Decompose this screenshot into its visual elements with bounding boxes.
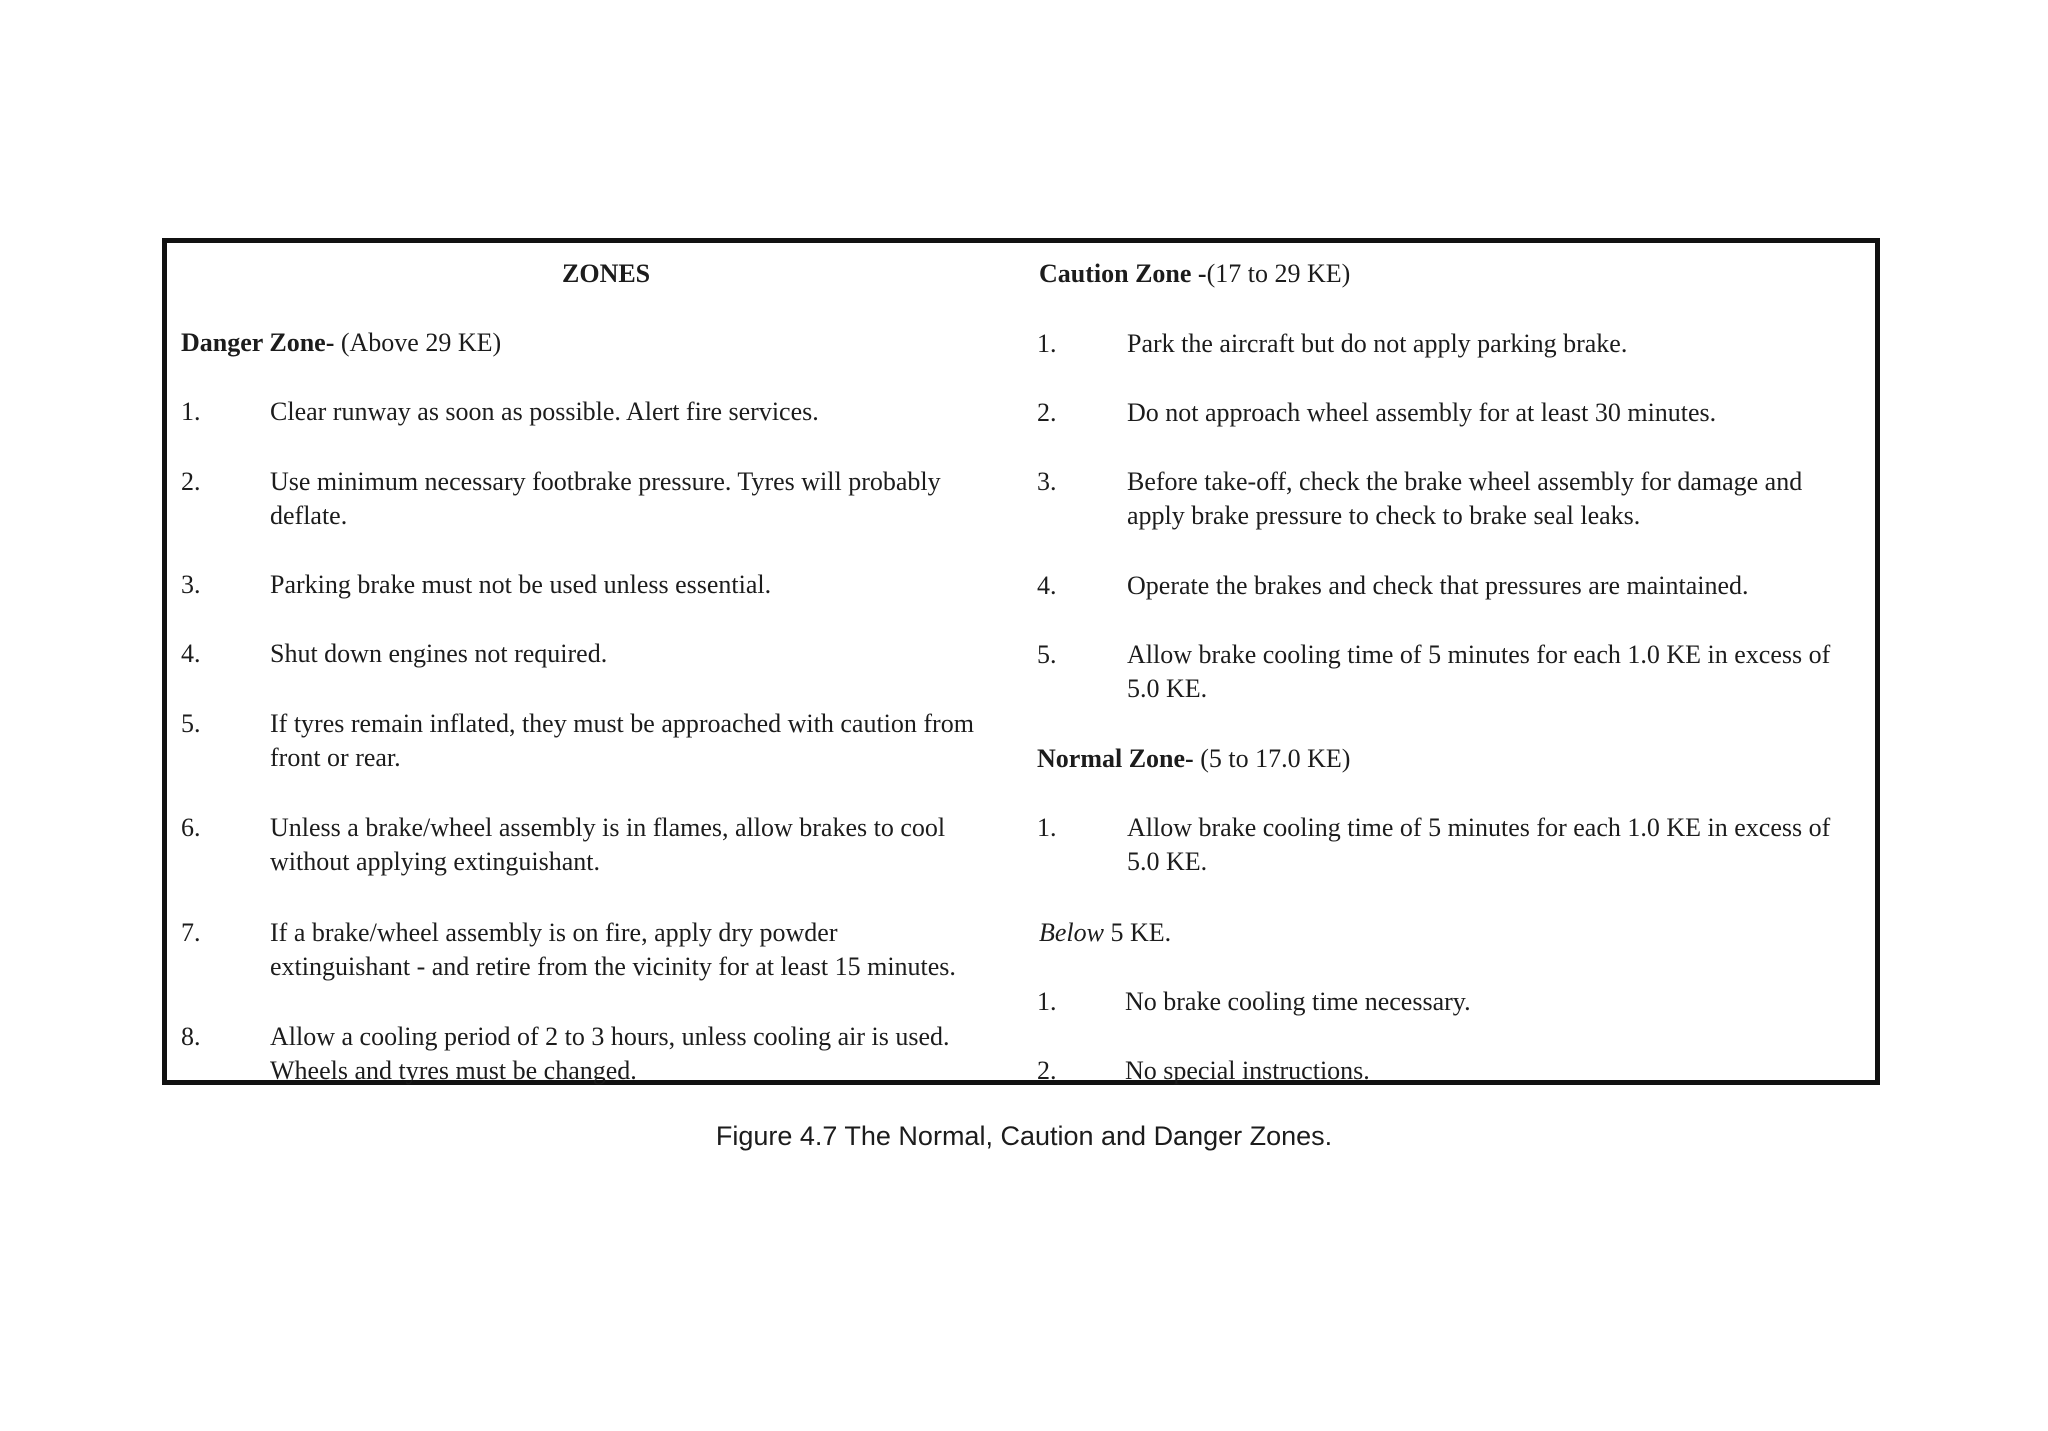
- item-text: Shut down engines not required.: [270, 639, 608, 668]
- item-number: 4.: [1037, 571, 1057, 600]
- below-zone-heading: [1039, 916, 1171, 950]
- item-number: 2.: [1037, 1056, 1057, 1085]
- item-text-continued: front or rear.: [270, 743, 401, 772]
- item-text-continued: without applying extinguishant.: [270, 847, 601, 876]
- item-text-continued: 5.0 KE.: [1127, 847, 1208, 876]
- item-text: No special instructions.: [1125, 1056, 1370, 1085]
- figure-caption: Figure 4.7 The Normal, Caution and Danger Zones.: [715, 1121, 1333, 1151]
- normal-zone-label: Normal Zone-: [1037, 744, 1194, 773]
- danger-zone-heading: [181, 326, 501, 360]
- zones-title: ZONES: [562, 259, 651, 288]
- item-number: 1.: [1037, 813, 1057, 842]
- item-text-continued: deflate.: [270, 501, 348, 530]
- item-number: 2.: [181, 467, 201, 496]
- item-text: Do not approach wheel assembly for at least 30 minutes.: [1127, 398, 1717, 427]
- item-number: 3.: [181, 570, 201, 599]
- item-text: If tyres remain inflated, they must be approached with caution from: [270, 709, 974, 738]
- item-text-continued: extinguishant - and retire from the vicinity for at least 15 minutes.: [270, 952, 956, 981]
- danger-zone-label: Danger Zone-: [181, 328, 335, 357]
- item-text: Allow brake cooling time of 5 minutes for each 1.0 KE in excess of: [1127, 640, 1831, 669]
- item-text-continued: 5.0 KE.: [1127, 674, 1208, 703]
- item-text: Park the aircraft but do not apply parking brake.: [1127, 329, 1628, 358]
- item-text-continued: apply brake pressure to check to brake seal leaks.: [1127, 501, 1641, 530]
- below-zone-label: Below: [1039, 918, 1104, 947]
- caution-zone-range: (17 to 29 KE): [1206, 259, 1351, 288]
- item-number: 4.: [181, 639, 201, 668]
- item-text: Parking brake must not be used unless essential.: [270, 570, 772, 599]
- normal-zone-range: (5 to 17.0 KE): [1193, 744, 1351, 773]
- caution-zone-heading: [1039, 257, 1350, 291]
- item-number: 8.: [181, 1022, 201, 1051]
- item-number: 1.: [1037, 987, 1057, 1016]
- zones-table: [162, 238, 1880, 1085]
- item-text: Unless a brake/wheel assembly is in flames, allow brakes to cool: [270, 813, 946, 842]
- item-text: Before take-off, check the brake wheel assembly for damage and: [1127, 467, 1803, 496]
- item-text: Use minimum necessary footbrake pressure. Tyres will probably: [270, 467, 941, 496]
- item-number: 5.: [181, 709, 201, 738]
- normal-zone-heading: [1037, 742, 1350, 776]
- item-text-continued: Wheels and tyres must be changed.: [270, 1056, 637, 1085]
- item-text: Allow a cooling period of 2 to 3 hours, unless cooling air is used.: [270, 1022, 950, 1051]
- caution-zone-label: Caution Zone -: [1039, 259, 1207, 288]
- item-text: If a brake/wheel assembly is on fire, apply dry powder: [270, 918, 838, 947]
- item-text: Allow brake cooling time of 5 minutes for each 1.0 KE in excess of: [1127, 813, 1831, 842]
- item-text: Operate the brakes and check that pressures are maintained.: [1127, 571, 1749, 600]
- item-text: No brake cooling time necessary.: [1125, 987, 1471, 1016]
- item-number: 1.: [181, 397, 201, 426]
- danger-zone-range: (Above 29 KE): [334, 328, 502, 357]
- item-number: 1.: [1037, 329, 1057, 358]
- item-text: Clear runway as soon as possible. Alert fire services.: [270, 397, 819, 426]
- item-number: 2.: [1037, 398, 1057, 427]
- item-number: 3.: [1037, 467, 1057, 496]
- item-number: 5.: [1037, 640, 1057, 669]
- item-number: 6.: [181, 813, 201, 842]
- below-zone-range: 5 KE.: [1104, 918, 1172, 947]
- item-number: 7.: [181, 918, 201, 947]
